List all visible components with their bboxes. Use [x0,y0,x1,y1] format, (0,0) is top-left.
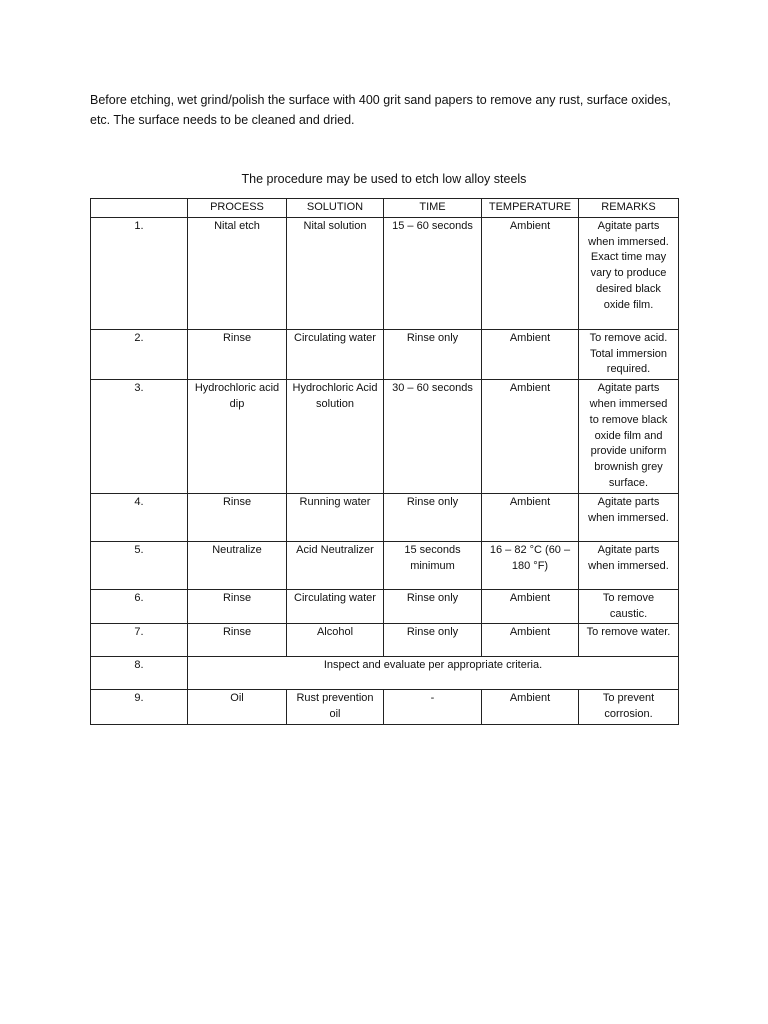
cell-remarks: To prevent corrosion. [579,690,679,725]
header-temperature: TEMPERATURE [482,199,579,218]
table-header-row [91,199,679,218]
cell-solution: Rust prevention oil [287,690,384,725]
cell-solution: Running water [287,493,384,541]
cell-remarks: To remove acid. Total immersion required. [579,329,679,379]
cell-temperature: Ambient [482,329,579,379]
cell-number: 5. [91,541,188,589]
cell-number: 3. [91,380,188,494]
cell-time: - [384,690,482,725]
cell-number: 1. [91,217,188,329]
cell-process: Neutralize [188,541,287,589]
cell-remarks: To remove caustic. [579,589,679,624]
cell-time: Rinse only [384,329,482,379]
header-remarks: REMARKS [579,199,679,218]
cell-process: Rinse [188,329,287,379]
cell-solution: Circulating water [287,589,384,624]
cell-temperature: Ambient [482,624,579,657]
cell-temperature: 16 – 82 °C (60 – 180 °F) [482,541,579,589]
header-process: PROCESS [188,199,287,218]
header-time: TIME [384,199,482,218]
cell-process: Rinse [188,493,287,541]
cell-temperature: Ambient [482,589,579,624]
cell-process: Rinse [188,624,287,657]
cell-remarks: Agitate parts when immersed to remove black oxide film and provide uniform brownish grey surface. [579,380,679,494]
table-row [91,589,679,624]
cell-solution: Alcohol [287,624,384,657]
cell-solution: Circulating water [287,329,384,379]
cell-temperature: Ambient [482,380,579,494]
table-row [91,657,679,690]
cell-process: Hydrochloric acid dip [188,380,287,494]
cell-solution: Hydrochloric Acid solution [287,380,384,494]
cell-temperature: Ambient [482,493,579,541]
cell-number: 9. [91,690,188,725]
table-row [91,690,679,725]
cell-temperature: Ambient [482,217,579,329]
cell-time: Rinse only [384,589,482,624]
cell-time: Rinse only [384,493,482,541]
table-row [91,624,679,657]
table-row [91,541,679,589]
cell-process: Rinse [188,589,287,624]
table-row [91,380,679,494]
cell-number: 2. [91,329,188,379]
cell-time: 15 – 60 seconds [384,217,482,329]
cell-time: 15 seconds minimum [384,541,482,589]
cell-number: 6. [91,589,188,624]
cell-number: 8. [91,657,188,690]
cell-time: Rinse only [384,624,482,657]
header-number [91,199,188,218]
procedure-table [90,198,679,725]
cell-temperature: Ambient [482,690,579,725]
cell-number: 7. [91,624,188,657]
cell-remarks: Agitate parts when immersed. Exact time may vary to produce desired black oxide film. [579,217,679,329]
cell-solution: Acid Neutralizer [287,541,384,589]
intro-paragraph: Before etching, wet grind/polish the surface with 400 grit sand papers to remove any rust, surface oxides, etc. The surface needs to be cleaned and dried. [90,93,671,127]
cell-time: 30 – 60 seconds [384,380,482,494]
table-row [91,217,679,329]
cell-process: Oil [188,690,287,725]
header-solution: SOLUTION [287,199,384,218]
cell-remarks: To remove water. [579,624,679,657]
table-row [91,329,679,379]
table-caption: The procedure may be used to etch low alloy steels [241,172,527,186]
cell-solution: Nital solution [287,217,384,329]
cell-number: 4. [91,493,188,541]
cell-process: Nital etch [188,217,287,329]
cell-remarks: Agitate parts when immersed. [579,541,679,589]
cell-merged-note: Inspect and evaluate per appropriate criteria. [188,657,679,690]
table-row [91,493,679,541]
cell-remarks: Agitate parts when immersed. [579,493,679,541]
